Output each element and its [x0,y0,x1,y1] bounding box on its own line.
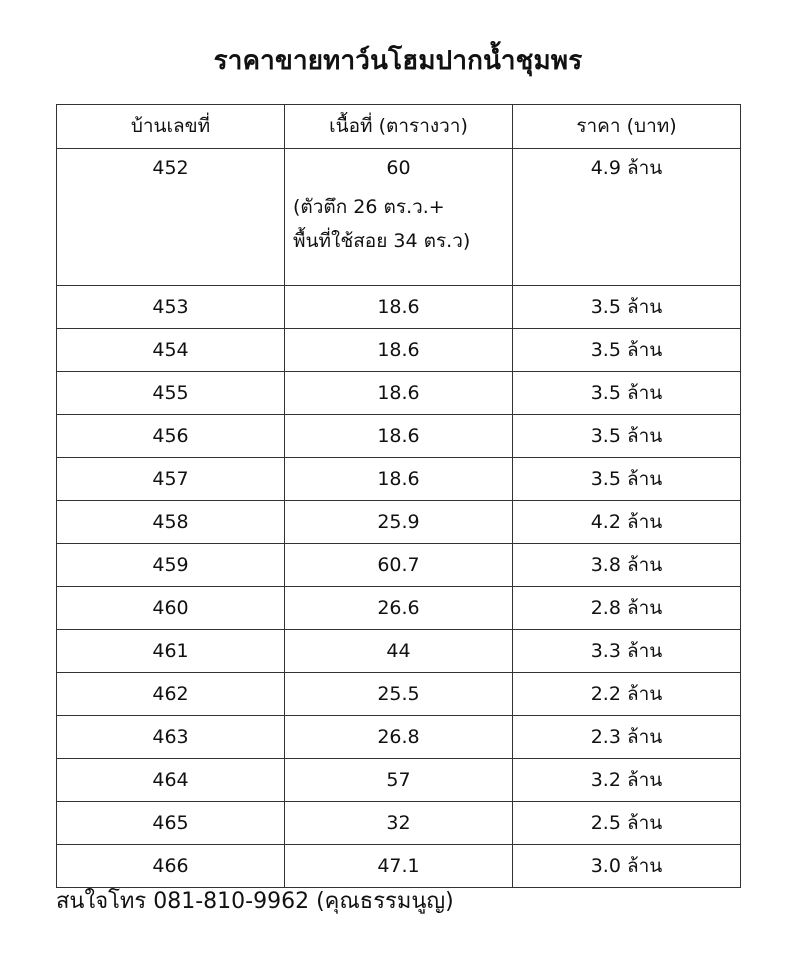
cell-price: 3.5 ล้าน [513,458,741,501]
cell-price: 3.0 ล้าน [513,845,741,888]
contact-info: สนใจโทร 081-810-9962 (คุณธรรมนูญ) [56,889,454,914]
cell-price: 2.8 ล้าน [513,587,741,630]
cell-price: 2.5 ล้าน [513,802,741,845]
table-row [57,716,741,759]
price-table [56,104,741,888]
cell-area: 44 [285,630,513,673]
cell-price: 3.5 ล้าน [513,415,741,458]
area-note-line-2: พื้นที่ใช้สอย 34 ตร.ว) [293,230,471,252]
cell-house-number: 464 [57,759,285,802]
cell-area: 18.6 [285,329,513,372]
cell-price: 4.9 ล้าน [513,149,741,286]
cell-area: 25.5 [285,673,513,716]
cell-house-number: 452 [57,149,285,286]
cell-area: 18.6 [285,372,513,415]
table-row [57,415,741,458]
cell-house-number: 462 [57,673,285,716]
cell-price: 2.2 ล้าน [513,673,741,716]
table-row [57,372,741,415]
table-row [57,544,741,587]
cell-area: 26.6 [285,587,513,630]
header-house-number: บ้านเลขที่ [57,105,285,149]
cell-house-number: 461 [57,630,285,673]
cell-house-number: 459 [57,544,285,587]
cell-area: 57 [285,759,513,802]
cell-house-number: 460 [57,587,285,630]
cell-house-number: 463 [57,716,285,759]
cell-house-number: 465 [57,802,285,845]
cell-house-number: 453 [57,286,285,329]
cell-price: 2.3 ล้าน [513,716,741,759]
header-area: เนื้อที่ (ตารางวา) [285,105,513,149]
table-row [57,802,741,845]
cell-price: 3.5 ล้าน [513,329,741,372]
table-row [57,630,741,673]
table-row [57,587,741,630]
cell-area: 18.6 [285,286,513,329]
table-row [57,329,741,372]
table-row [57,458,741,501]
cell-area: 26.8 [285,716,513,759]
cell-house-number: 454 [57,329,285,372]
cell-price: 3.5 ล้าน [513,372,741,415]
cell-area: 32 [285,802,513,845]
table-row [57,759,741,802]
table-row [57,845,741,888]
cell-area: 47.1 [285,845,513,888]
cell-price: 3.2 ล้าน [513,759,741,802]
page-title: ราคาขายทาว์นโฮมปากน้ำชุมพร [213,46,583,76]
cell-area: 18.6 [285,415,513,458]
cell-house-number: 466 [57,845,285,888]
cell-price: 3.5 ล้าน [513,286,741,329]
table-row [57,501,741,544]
table-row [57,673,741,716]
cell-house-number: 455 [57,372,285,415]
cell-house-number: 456 [57,415,285,458]
cell-area: 60.7 [285,544,513,587]
cell-area [285,149,513,286]
header-price: ราคา (บาท) [513,105,741,149]
table-header-row [57,105,741,149]
area-note-line-1: (ตัวตึก 26 ตร.ว.+ [293,196,445,218]
table-row [57,149,741,286]
cell-price: 4.2 ล้าน [513,501,741,544]
cell-area-note [285,190,512,258]
cell-area: 25.9 [285,501,513,544]
cell-price: 3.3 ล้าน [513,630,741,673]
cell-area: 18.6 [285,458,513,501]
table-row [57,286,741,329]
cell-area-value: 60 [386,157,411,179]
cell-house-number: 458 [57,501,285,544]
cell-house-number: 457 [57,458,285,501]
cell-price: 3.8 ล้าน [513,544,741,587]
